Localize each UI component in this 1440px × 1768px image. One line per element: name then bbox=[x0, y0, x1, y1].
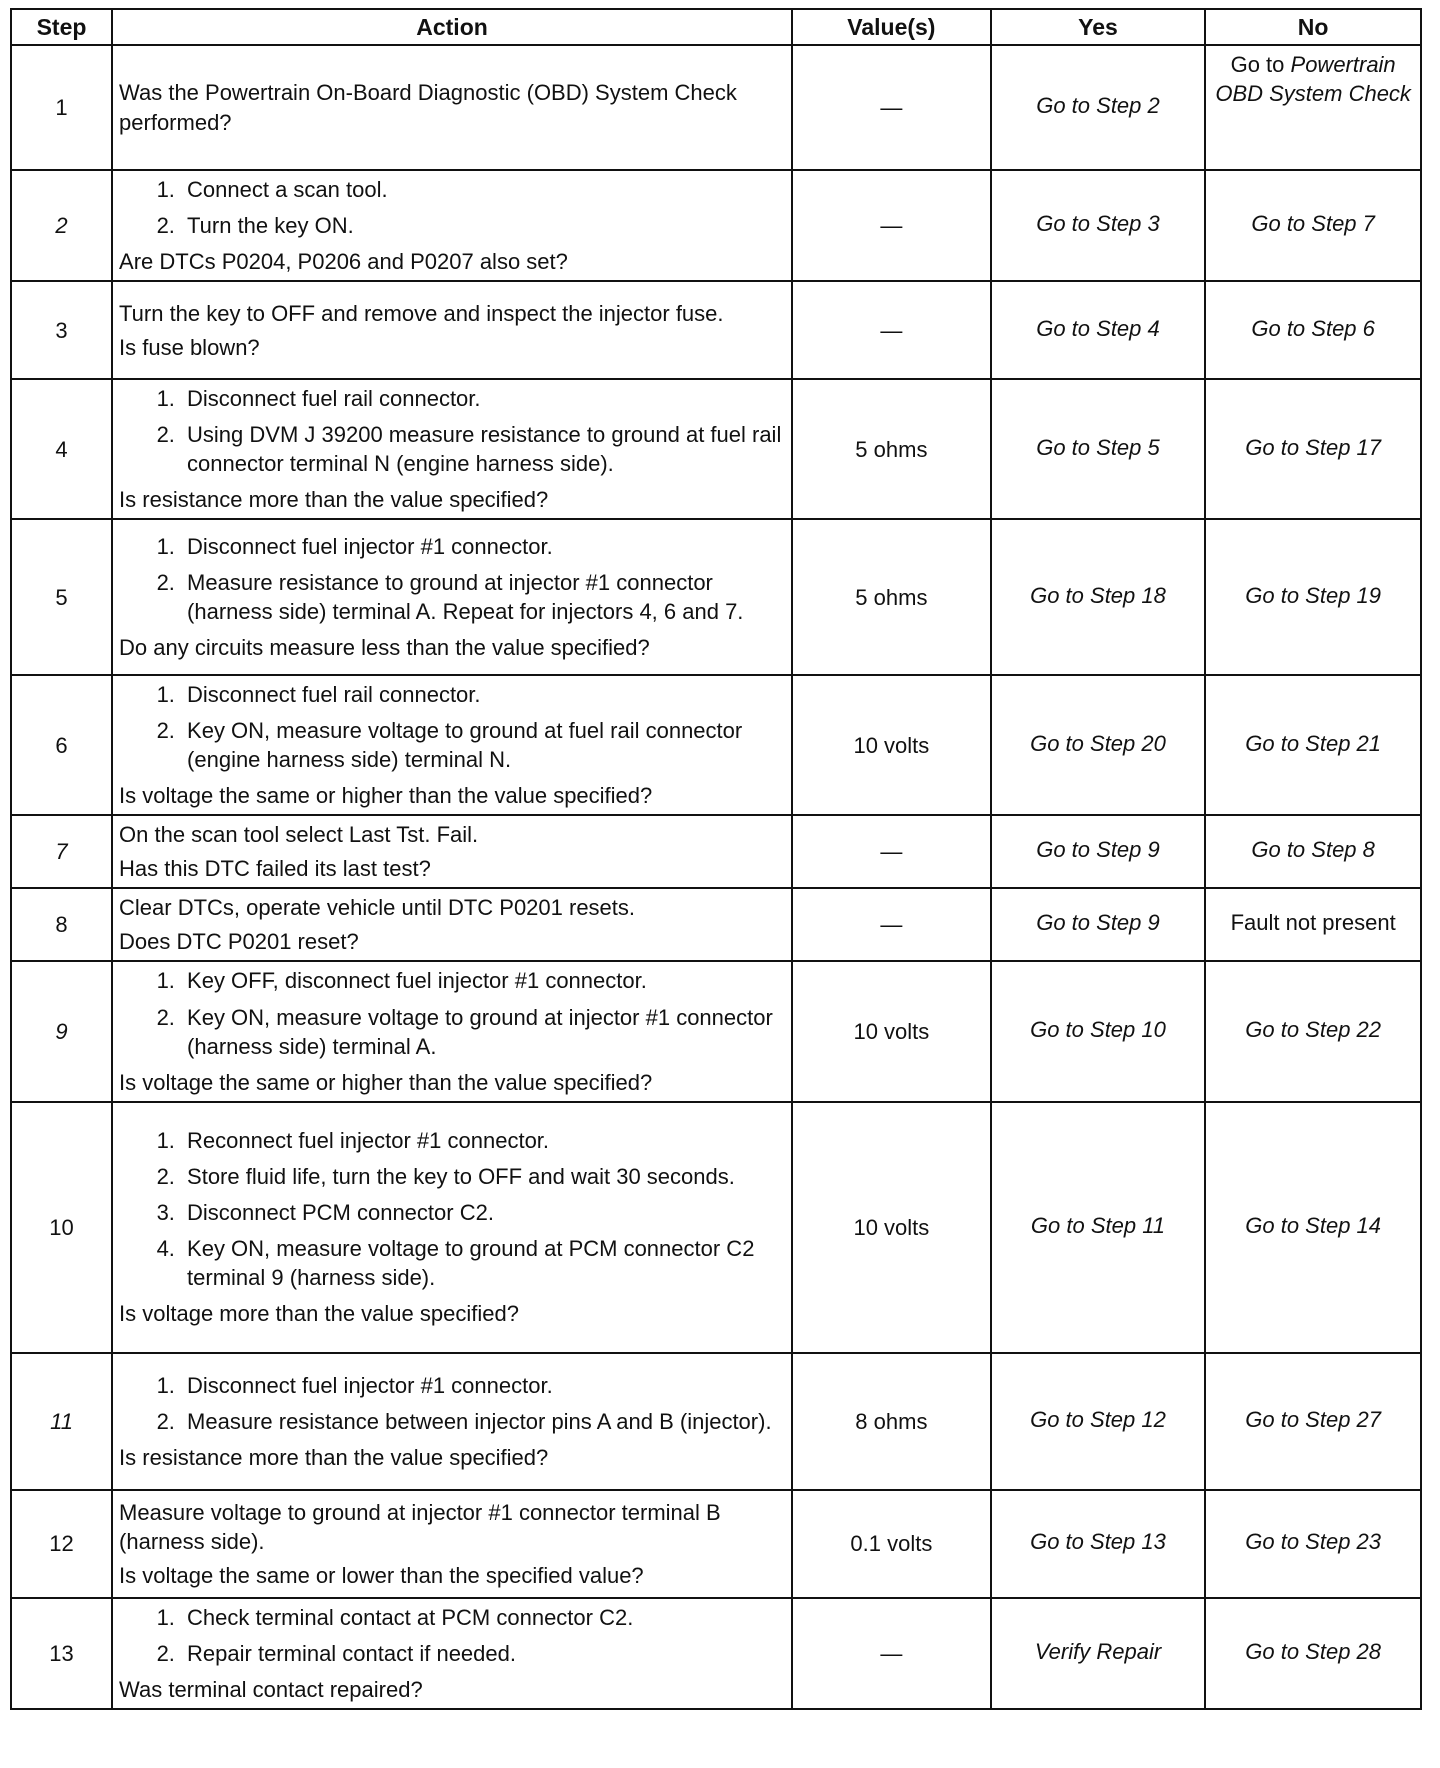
action-cell bbox=[112, 281, 792, 379]
diagnostic-page bbox=[10, 8, 1422, 1710]
table-row bbox=[11, 1490, 1421, 1598]
action-item: 2. Measure resistance to ground at injector #1 connector (harness side) terminal A. Repeat for injectors 4, 6 and 7. bbox=[181, 568, 785, 626]
yes-cell: Go to Step 4 bbox=[991, 281, 1206, 379]
yes-cell: Go to Step 11 bbox=[991, 1102, 1206, 1353]
action-list bbox=[119, 1603, 785, 1668]
action-item: 2. Using DVM J 39200 measure resistance to ground at fuel rail connector terminal N (engine harness side). bbox=[181, 420, 785, 478]
table-row bbox=[11, 1353, 1421, 1490]
step-number: 8 bbox=[11, 888, 112, 961]
action-item: 1. Reconnect fuel injector #1 connector. bbox=[181, 1126, 785, 1155]
value-cell: — bbox=[792, 45, 991, 170]
table-row bbox=[11, 170, 1421, 281]
action-item: 1. Disconnect fuel injector #1 connector. bbox=[181, 1371, 785, 1400]
no-cell: Go to Step 22 bbox=[1205, 961, 1421, 1101]
action-item: 2. Key ON, measure voltage to ground at fuel rail connector (engine harness side) terminal N. bbox=[181, 716, 785, 774]
action-question: Is resistance more than the value specified? bbox=[119, 1444, 549, 1470]
header-row bbox=[11, 9, 1421, 45]
action-item: 1. Disconnect fuel injector #1 connector. bbox=[181, 532, 785, 561]
no-cell: Go to Step 14 bbox=[1205, 1102, 1421, 1353]
no-cell: Go to Step 21 bbox=[1205, 675, 1421, 815]
step-number: 13 bbox=[11, 1598, 112, 1709]
action-text: Turn the key to OFF and remove and inspect the injector fuse. bbox=[119, 300, 724, 326]
action-cell bbox=[112, 961, 792, 1101]
action-item: 1. Key OFF, disconnect fuel injector #1 connector. bbox=[181, 966, 785, 995]
step-number: 7 bbox=[11, 815, 112, 888]
action-item: 3. Disconnect PCM connector C2. bbox=[181, 1198, 785, 1227]
value-cell: — bbox=[792, 815, 991, 888]
no-cell: Go to Step 17 bbox=[1205, 379, 1421, 519]
yes-cell: Go to Step 20 bbox=[991, 675, 1206, 815]
header-no: No bbox=[1205, 9, 1421, 45]
table-row bbox=[11, 888, 1421, 961]
action-text: On the scan tool select Last Tst. Fail. bbox=[119, 822, 479, 848]
yes-cell: Go to Step 9 bbox=[991, 815, 1206, 888]
table-row bbox=[11, 961, 1421, 1101]
yes-cell: Go to Step 10 bbox=[991, 961, 1206, 1101]
table-row bbox=[11, 815, 1421, 888]
no-cell: Go to Step 6 bbox=[1205, 281, 1421, 379]
value-cell: 8 ohms bbox=[792, 1353, 991, 1490]
action-list bbox=[119, 1371, 785, 1436]
action-cell bbox=[112, 379, 792, 519]
action-cell bbox=[112, 1102, 792, 1353]
action-text: Was the Powertrain On-Board Diagnostic (OBD) System Check performed? bbox=[119, 80, 737, 135]
no-cell: Go to Step 7 bbox=[1205, 170, 1421, 281]
no-cell: Go to Step 27 bbox=[1205, 1353, 1421, 1490]
action-item: 2. Turn the key ON. bbox=[181, 211, 785, 240]
step-number: 1 bbox=[11, 45, 112, 170]
value-cell: 10 volts bbox=[792, 675, 991, 815]
action-question: Was terminal contact repaired? bbox=[119, 1676, 423, 1702]
no-cell: Go to Step 8 bbox=[1205, 815, 1421, 888]
step-number: 6 bbox=[11, 675, 112, 815]
header-values: Value(s) bbox=[792, 9, 991, 45]
value-cell: — bbox=[792, 888, 991, 961]
action-item: 2. Measure resistance between injector pins A and B (injector). bbox=[181, 1407, 785, 1436]
action-item: 2. Key ON, measure voltage to ground at injector #1 connector (harness side) terminal A. bbox=[181, 1003, 785, 1061]
action-cell bbox=[112, 519, 792, 675]
action-cell bbox=[112, 815, 792, 888]
no-text-italic: Powertrain OBD System Check bbox=[1215, 52, 1411, 107]
step-number: 4 bbox=[11, 379, 112, 519]
no-cell: Go to Step 19 bbox=[1205, 519, 1421, 675]
table-row bbox=[11, 519, 1421, 675]
yes-cell: Go to Step 13 bbox=[991, 1490, 1206, 1598]
action-item: 2. Store fluid life, turn the key to OFF and wait 30 seconds. bbox=[181, 1162, 785, 1191]
action-list bbox=[119, 1126, 785, 1292]
yes-cell: Go to Step 12 bbox=[991, 1353, 1206, 1490]
step-number: 9 bbox=[11, 961, 112, 1101]
no-cell: Go to Step 28 bbox=[1205, 1598, 1421, 1709]
header-step: Step bbox=[11, 9, 112, 45]
action-question: Are DTCs P0204, P0206 and P0207 also set? bbox=[119, 249, 568, 275]
action-question: Is voltage the same or higher than the value specified? bbox=[119, 1069, 653, 1095]
yes-cell: Go to Step 5 bbox=[991, 379, 1206, 519]
action-question: Has this DTC failed its last test? bbox=[119, 856, 431, 882]
header-action: Action bbox=[112, 9, 792, 45]
action-list bbox=[119, 966, 785, 1060]
value-cell: — bbox=[792, 170, 991, 281]
step-number: 3 bbox=[11, 281, 112, 379]
action-list bbox=[119, 532, 785, 626]
yes-cell: Verify Repair bbox=[991, 1598, 1206, 1709]
action-question: Is resistance more than the value specified? bbox=[119, 487, 549, 513]
action-text: Measure voltage to ground at injector #1 connector terminal B (harness side). bbox=[119, 1499, 721, 1554]
diagnostic-table bbox=[10, 8, 1422, 1710]
action-item: 1. Check terminal contact at PCM connector C2. bbox=[181, 1603, 785, 1632]
value-cell: — bbox=[792, 1598, 991, 1709]
action-question: Is voltage the same or lower than the specified value? bbox=[119, 1562, 644, 1588]
action-list bbox=[119, 175, 785, 240]
table-row bbox=[11, 675, 1421, 815]
action-list bbox=[119, 680, 785, 774]
action-cell bbox=[112, 888, 792, 961]
step-number: 11 bbox=[11, 1353, 112, 1490]
no-cell bbox=[1205, 45, 1421, 170]
no-text-plain: Go to bbox=[1230, 52, 1285, 77]
yes-cell: Go to Step 2 bbox=[991, 45, 1206, 170]
value-cell: 10 volts bbox=[792, 961, 991, 1101]
action-question: Is fuse blown? bbox=[119, 334, 260, 360]
table-row bbox=[11, 281, 1421, 379]
action-question: Does DTC P0201 reset? bbox=[119, 929, 359, 955]
step-number: 10 bbox=[11, 1102, 112, 1353]
action-question: Do any circuits measure less than the value specified? bbox=[119, 635, 650, 661]
yes-cell: Go to Step 18 bbox=[991, 519, 1206, 675]
value-cell: — bbox=[792, 281, 991, 379]
value-cell: 10 volts bbox=[792, 1102, 991, 1353]
action-item: 1. Disconnect fuel rail connector. bbox=[181, 680, 785, 709]
action-cell bbox=[112, 45, 792, 170]
no-cell: Fault not present bbox=[1205, 888, 1421, 961]
action-question: Is voltage more than the value specified? bbox=[119, 1301, 519, 1327]
action-cell bbox=[112, 170, 792, 281]
yes-cell: Go to Step 3 bbox=[991, 170, 1206, 281]
action-question: Is voltage the same or higher than the value specified? bbox=[119, 783, 653, 809]
value-cell: 0.1 volts bbox=[792, 1490, 991, 1598]
action-item: 2. Repair terminal contact if needed. bbox=[181, 1639, 785, 1668]
step-number: 5 bbox=[11, 519, 112, 675]
value-cell: 5 ohms bbox=[792, 379, 991, 519]
action-cell bbox=[112, 1353, 792, 1490]
action-item: 4. Key ON, measure voltage to ground at PCM connector C2 terminal 9 (harness side). bbox=[181, 1234, 785, 1292]
action-cell bbox=[112, 675, 792, 815]
table-row bbox=[11, 1102, 1421, 1353]
header-yes: Yes bbox=[991, 9, 1206, 45]
action-cell bbox=[112, 1598, 792, 1709]
action-cell bbox=[112, 1490, 792, 1598]
value-cell: 5 ohms bbox=[792, 519, 991, 675]
action-text: Clear DTCs, operate vehicle until DTC P0201 resets. bbox=[119, 895, 636, 921]
table-row bbox=[11, 1598, 1421, 1709]
yes-cell: Go to Step 9 bbox=[991, 888, 1206, 961]
step-number: 12 bbox=[11, 1490, 112, 1598]
table-row bbox=[11, 45, 1421, 170]
action-item: 1. Connect a scan tool. bbox=[181, 175, 785, 204]
table-row bbox=[11, 379, 1421, 519]
action-list bbox=[119, 384, 785, 478]
step-number: 2 bbox=[11, 170, 112, 281]
action-item: 1. Disconnect fuel rail connector. bbox=[181, 384, 785, 413]
no-cell: Go to Step 23 bbox=[1205, 1490, 1421, 1598]
